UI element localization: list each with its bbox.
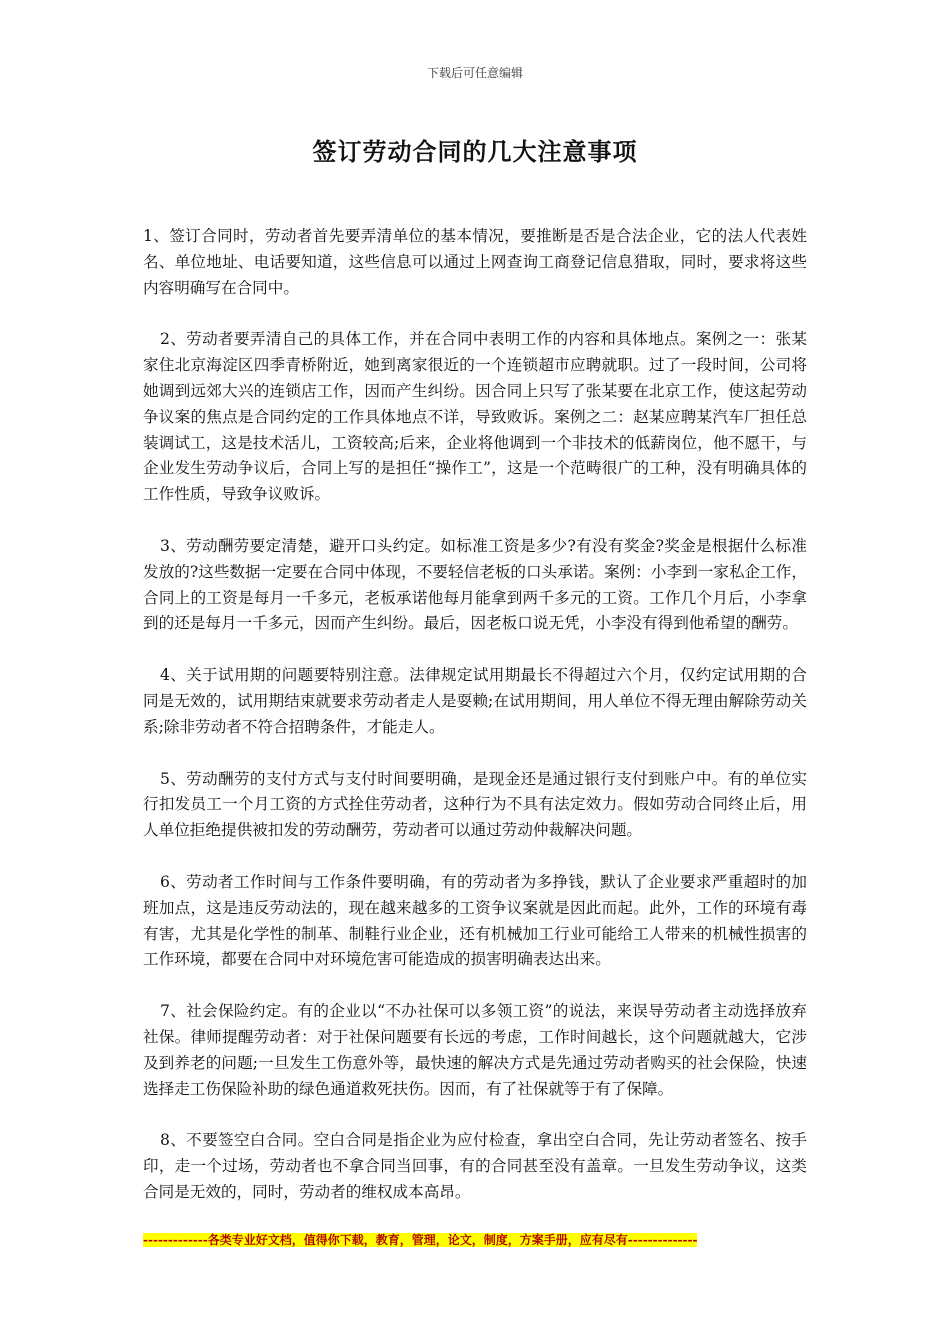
promo-footer-text: -------------各类专业好文档，值得你下载，教育，管理，论文，制度，方案手册，应有尽有-------------- xyxy=(143,1233,698,1247)
promo-footer xyxy=(143,1229,697,1248)
document-title: 签订劳动合同的几大注意事项 xyxy=(312,137,638,166)
document-body xyxy=(143,224,807,1232)
paragraph-6: 6、劳动者工作时间与工作条件要明确，有的劳动者为多挣钱，默认了企业要求严重超时的加班加点，这是违反劳动法的，现在越来越多的工资争议案就是因此而起。此外，工作的环境有毒有害，尤其是化学性的制革、制鞋行业企业，还有机械加工行业可能给工人带来的机械性损害的工作环境，都要在合同中对环境危害可能造成的损害明确表达出来。 xyxy=(143,872,807,969)
paragraph-1: 1、签订合同时，劳动者首先要弄清单位的基本情况，要推断是否是合法企业，它的法人代表姓名、单位地址、电话要知道，这些信息可以通过上网查询工商登记信息猎取，同时，要求将这些内容明确写在合同中。 xyxy=(143,227,807,297)
paragraph-8: 8、不要签空白合同。空白合同是指企业为应付检查，拿出空白合同，先让劳动者签名、按手印，走一个过场，劳动者也不拿合同当回事，有的合同甚至没有盖章。一旦发生劳动争议，这类合同是无效的，同时，劳动者的维权成本高昂。 xyxy=(143,1131,807,1201)
paragraph-2: 2、劳动者要弄清自己的具体工作，并在合同中表明工作的内容和具体地点。案例之一：张某家住北京海淀区四季青桥附近，她到离家很近的一个连锁超市应聘就职。过了一段时间，公司将她调到远郊大兴的连锁店工作，因而产生纠纷。因合同上只写了张某要在北京工作，使这起劳动争议案的焦点是合同约定的工作具体地点不详，导致败诉。案例之二：赵某应聘某汽车厂担任总装调试工，这是技术活儿，工资较高;后来，企业将他调到一个非技术的低薪岗位，他不愿干，与企业发生劳动争议后，合同上写的是担任“操作工”，这是一个范畴很广的工种，没有明确具体的工作性质，导致争议败诉。 xyxy=(143,330,807,504)
paragraph-3: 3、劳动酬劳要定清楚，避开口头约定。如标准工资是多少?有没有奖金?奖金是根据什么标准发放的?这些数据一定要在合同中体现，不要轻信老板的口头承诺。案例：小李到一家私企工作，合同上的工资是每月一千多元，老板承诺他每月能拿到两千多元的工资。工作几个月后，小李拿到的还是每月一千多元，因而产生纠纷。最后，因老板口说无凭，小李没有得到他希望的酬劳。 xyxy=(143,536,807,633)
paragraph-5: 5、劳动酬劳的支付方式与支付时间要明确，是现金还是通过银行支付到账户中。有的单位实行扣发员工一个月工资的方式拴住劳动者，这种行为不具有法定效力。假如劳动合同终止后，用人单位拒绝提供被扣发的劳动酬劳，劳动者可以通过劳动仲裁解决问题。 xyxy=(143,769,807,840)
paragraph-4: 4、关于试用期的问题要特别注意。法律规定试用期最长不得超过六个月，仅约定试用期的合同是无效的，试用期结束就要求劳动者走人是耍赖;在试用期间，用人单位不得无理由解除劳动关系;除非劳动者不符合招聘条件，才能走人。 xyxy=(143,666,807,736)
page-header: 下载后可任意编辑 xyxy=(426,66,523,80)
paragraph-7: 7、社会保险约定。有的企业以“不办社保可以多领工资”的说法，来误导劳动者主动选择放弃社保。律师提醒劳动者：对于社保问题要有长远的考虑，工作时间越长，这个问题就越大，它涉及到养老的问题;一旦发生工伤意外等，最快速的解决方式是先通过劳动者购买的社会保险，快速选择走工伤保险补助的绿色通道救死扶伤。因而，有了社保就等于有了保障。 xyxy=(143,1002,807,1098)
